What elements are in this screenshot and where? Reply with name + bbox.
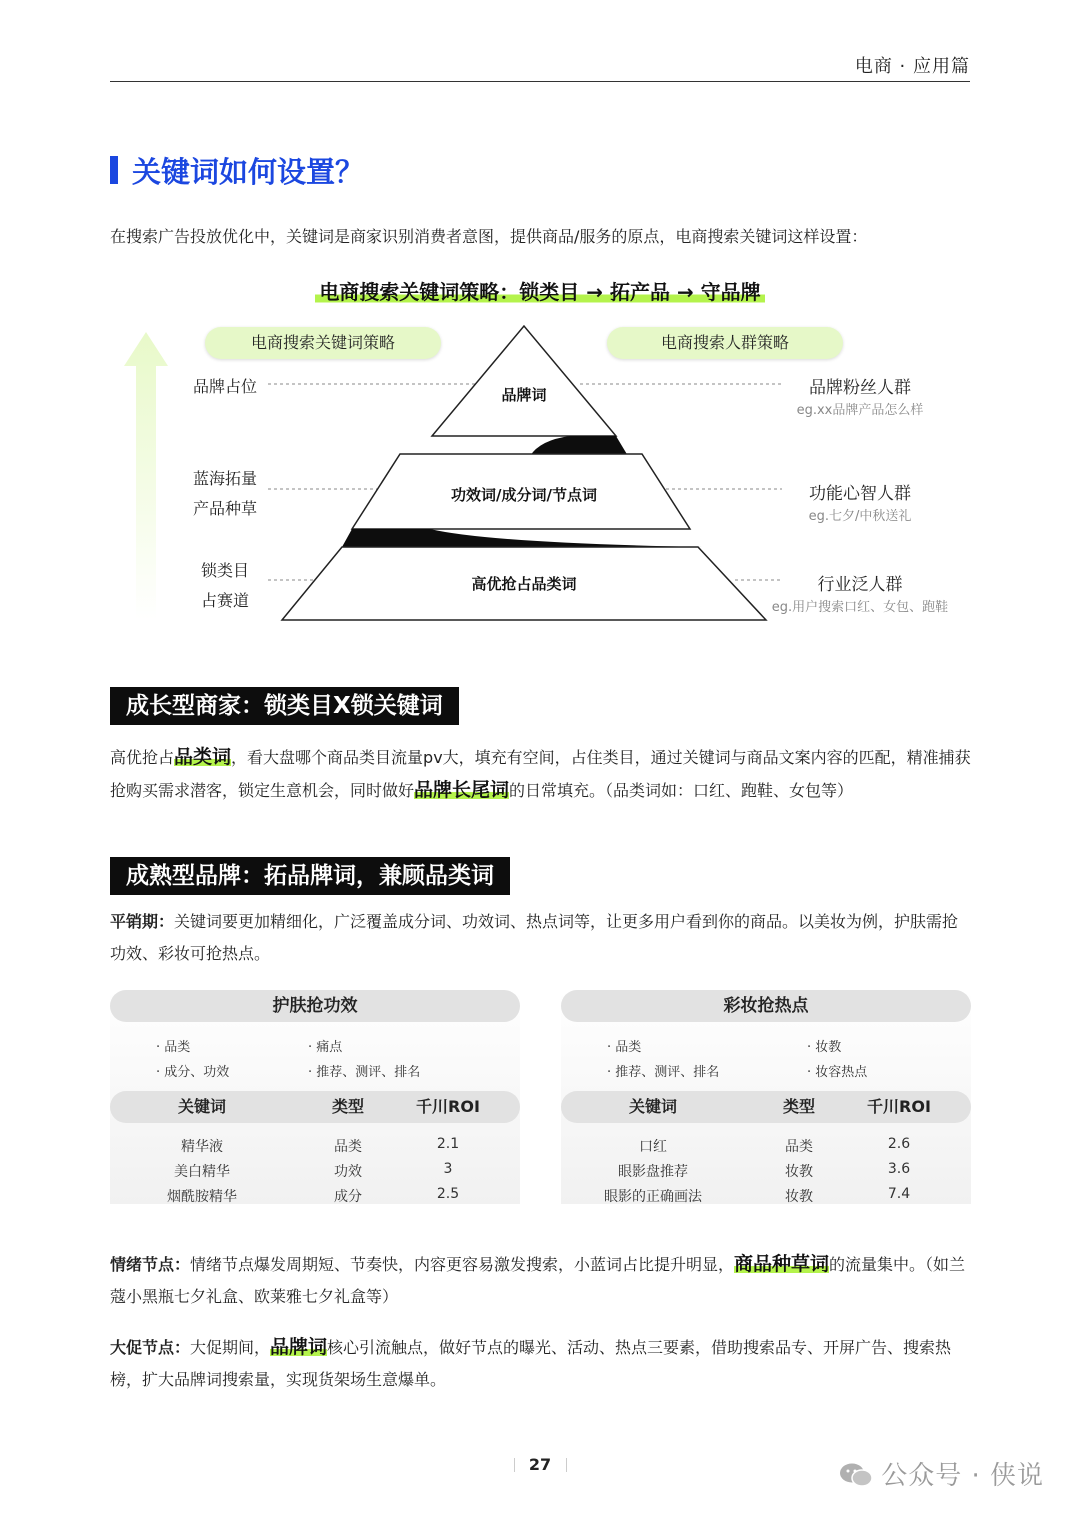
mature-heading: 成熟型品牌：拓品牌词，兼顾品类词 — [110, 857, 510, 895]
skincare-bullet: · 推荐、测评、排名 — [308, 1065, 421, 1080]
page-tick-right — [566, 1458, 567, 1472]
flat-period-paragraph: 平销期：关键词要更加精细化，广泛覆盖成分词、功效词、热点词等，让更多用户看到你的商品。以美妆为例，护肤需抢功效、彩妆可抢热点。 — [110, 912, 959, 963]
watermark: 公众号 · 侠说 — [839, 1455, 1044, 1492]
keyword-strategy-pill: 电商搜索关键词策略 — [205, 327, 441, 359]
makeup-bullet: · 推荐、测评、排名 — [607, 1065, 720, 1080]
skincare-panel-title: 护肤抢功效 — [110, 990, 520, 1022]
left-label-seeding: 产品种草 — [192, 499, 257, 518]
highlight-longtail-word: 品牌长尾词 — [414, 779, 510, 801]
column-header: 关键词 — [177, 1097, 226, 1116]
makeup-bullet: · 妆教 — [807, 1040, 842, 1055]
emotion-node-paragraph: 情绪节点：情绪节点爆发周期短、节奏快，内容更容易激发搜索，小蓝词占比提升明显，商品种草词的流量集中。（如兰蔻小黑瓶七夕礼盒、欧莱雅七夕礼盒等） — [110, 1253, 966, 1306]
column-header: 千川ROI — [867, 1097, 931, 1116]
makeup-table-header — [561, 1091, 971, 1123]
column-header: 关键词 — [628, 1097, 677, 1116]
left-label-track: 占赛道 — [200, 591, 249, 610]
left-label-brand: 品牌占位 — [192, 377, 257, 396]
pyramid-band-1 — [410, 436, 628, 456]
makeup-panel: 彩妆抢热点 · 品类 · 妆教 · 推荐、测评、排名 · 妆容热点 关键词 类型 千川ROI 口红 品类 2.6 眼影盘推荐 妆教 3.6 眼影的正确画法 妆教 7.4 — [561, 990, 971, 1204]
skincare-table-header — [110, 1091, 520, 1123]
tier-label-function: 功效词/成分词/节点词 — [451, 486, 597, 504]
left-label-lock-category: 锁类目 — [200, 561, 249, 580]
header-divider — [110, 81, 970, 82]
intro-paragraph: 在搜索广告投放优化中，关键词是商家识别消费者意图，提供商品/服务的原点，电商搜索关键词这样设置： — [110, 227, 868, 246]
wechat-icon — [839, 1462, 873, 1488]
up-arrow-icon — [124, 332, 168, 620]
column-header: 千川ROI — [416, 1097, 480, 1116]
tier-label-category: 高优抢占品类词 — [471, 575, 577, 593]
running-header: 电商 · 应用篇 — [854, 56, 970, 77]
highlight-category-word: 品类词 — [174, 746, 232, 768]
pyramid-band-2 — [342, 529, 702, 547]
promo-node-paragraph: 大促节点：大促期间，品牌词核心引流触点，做好节点的曝光、活动、热点三要素，借助搜索品专、开屏广告、搜索热榜，扩大品牌词搜索量，实现货架场生意爆单。 — [110, 1336, 952, 1389]
section-accent-bar — [110, 156, 118, 184]
growth-heading: 成长型商家：锁类目X锁关键词 — [110, 687, 459, 725]
column-header: 类型 — [331, 1097, 364, 1116]
left-label-bluesea: 蓝海拓量 — [192, 469, 257, 488]
tier-label-brand: 品牌词 — [501, 386, 547, 404]
pyramid-tier-top — [432, 326, 616, 436]
growth-paragraph: 高优抢占品类词，看大盘哪个商品类目流量pv大，填充有空间，占住类目，通过关键词与商品文案内容的匹配，精准捕获抢购买需求潜客，锁定生意机会，同时做好品牌长尾词的日常填充。（品类词如：口红、跑鞋、女包等） — [110, 746, 971, 801]
diagram-title: 电商搜索关键词策略：锁类目 → 拓产品 → 守品牌 — [0, 276, 1080, 305]
right-eg-industry: eg.用户搜索口红、女包、跑鞋 — [771, 600, 949, 615]
makeup-bullet: · 品类 — [607, 1040, 642, 1055]
right-label-industry: 行业泛人群 — [817, 575, 903, 595]
right-eg-function: eg.七夕/中秋送礼 — [808, 509, 912, 524]
highlight-seeding-word: 商品种草词 — [734, 1253, 830, 1275]
skincare-bullet: · 品类 — [156, 1040, 191, 1055]
skincare-bullet: · 痛点 — [308, 1040, 343, 1055]
right-label-brand-fans: 品牌粉丝人群 — [809, 378, 911, 398]
skincare-bullet: · 成分、功效 — [156, 1065, 230, 1080]
column-header: 类型 — [782, 1097, 815, 1116]
right-eg-brand: eg.xx品牌产品怎么样 — [796, 403, 924, 418]
right-label-function: 功能心智人群 — [809, 484, 911, 504]
skincare-panel: 护肤抢功效 · 品类 · 痛点 · 成分、功效 · 推荐、测评、排名 关键词 类型 千川ROI 精华液 品类 2.1 美白精华 功效 3 烟酰胺精华 成分 2.5 — [110, 990, 520, 1204]
page-number: 27 — [528, 1455, 552, 1474]
section-title: 关键词如何设置？ — [132, 155, 365, 189]
makeup-panel-title: 彩妆抢热点 — [561, 990, 971, 1022]
makeup-bullet: · 妆容热点 — [807, 1065, 868, 1080]
highlight-brand-word: 品牌词 — [270, 1336, 328, 1358]
audience-strategy-pill: 电商搜索人群策略 — [607, 327, 843, 359]
